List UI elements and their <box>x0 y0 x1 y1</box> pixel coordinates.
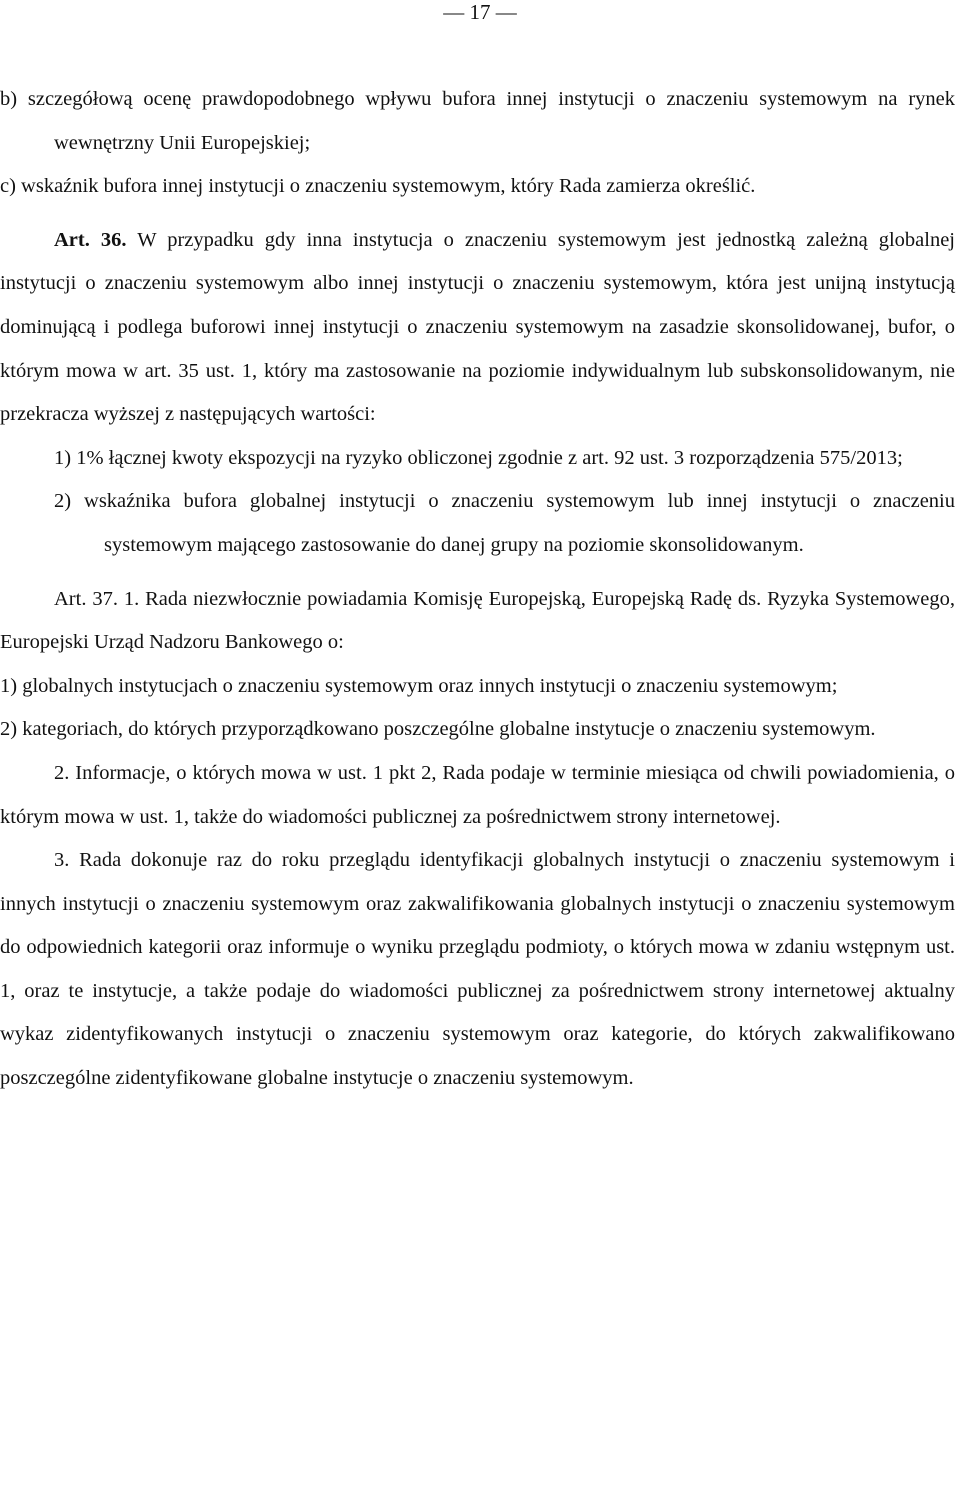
article-36-heading: Art. 36. <box>54 228 127 251</box>
page-number: — 17 — <box>443 0 517 24</box>
item-c: c) wskaźnik bufora innej instytucji o znaczeniu systemowym, który Rada zamierza określić. <box>0 175 756 198</box>
article-36-point-1: 1) 1% łącznej kwoty ekspozycji na ryzyko obliczonej zgodnie z art. 92 ust. 3 rozporządzenia 575/2013; <box>54 446 903 469</box>
article-36-point-2: 2) wskaźnika bufora globalnej instytucji o znaczeniu systemowym lub innej instytucji o znaczeniu systemowym mającego zastosowanie do danej grupy na poziomie skonsolidowanym. <box>54 490 955 556</box>
article-36 <box>0 219 955 437</box>
article-37-point-2: 2) kategoriach, do których przyporządkowano poszczególne globalne instytucje o znaczeniu systemowym. <box>0 718 876 741</box>
article-37-point-1: 1) globalnych instytucjach o znaczeniu systemowym oraz innych instytucji o znaczeniu systemowym; <box>0 674 838 697</box>
item-b: b) szczegółową ocenę prawdopodobnego wpływu bufora innej instytucji o znaczeniu systemowym na rynek wewnętrzny Unii Europejskiej; <box>0 88 955 154</box>
article-36-text: W przypadku gdy inna instytucja o znaczeniu systemowym jest jednostką zależną globalnej instytucji o znaczeniu systemowym albo innej instytucji o znaczeniu systemowym, która jest unijną instytucją dominującą i podlega buforowi innej instytucji o znaczeniu systemowym na zasadzie skonsolidowanej, bufor, o którym mowa w art. 35 ust. 1, który ma zastosowanie na poziomie indywidualnym lub subskonsolidowanym, nie przekracza wyższej z następujących wartości: <box>0 228 956 426</box>
article-37-ust-1: Art. 37. 1. Rada niezwłocznie powiadamia Komisję Europejską, Europejską Radę ds. Ryzyka Systemowego, Europejski Urząd Nadzoru Bankowego o: <box>0 587 955 654</box>
document-body <box>0 78 955 1101</box>
article-37-ust-2: 2. Informacje, o których mowa w ust. 1 pkt 2, Rada podaje w terminie miesiąca od chwili powiadomienia, o którym mowa w ust. 1, także do wiadomości publicznej za pośrednictwem strony internetowej. <box>0 761 955 828</box>
article-37-ust-3: 3. Rada dokonuje raz do roku przeglądu identyfikacji globalnych instytucji o znaczeniu systemowym i innych instytucji o znaczeniu systemowym oraz zakwalifikowania globalnych instytucji o znaczeniu systemowym do odpowiednich kategorii oraz informuje o wyniku przeglądu podmioty, o których mowa w zdaniu wstępnym ust. 1, oraz te instytucje, a także podaje do wiadomości publicznej za pośrednictwem strony internetowej aktualny wykaz zidentyfikowanych instytucji o znaczeniu systemowym oraz kategorie, do których zakwalifikowano poszczególne zidentyfikowane globalne instytucje o znaczeniu systemowym. <box>0 849 955 1090</box>
